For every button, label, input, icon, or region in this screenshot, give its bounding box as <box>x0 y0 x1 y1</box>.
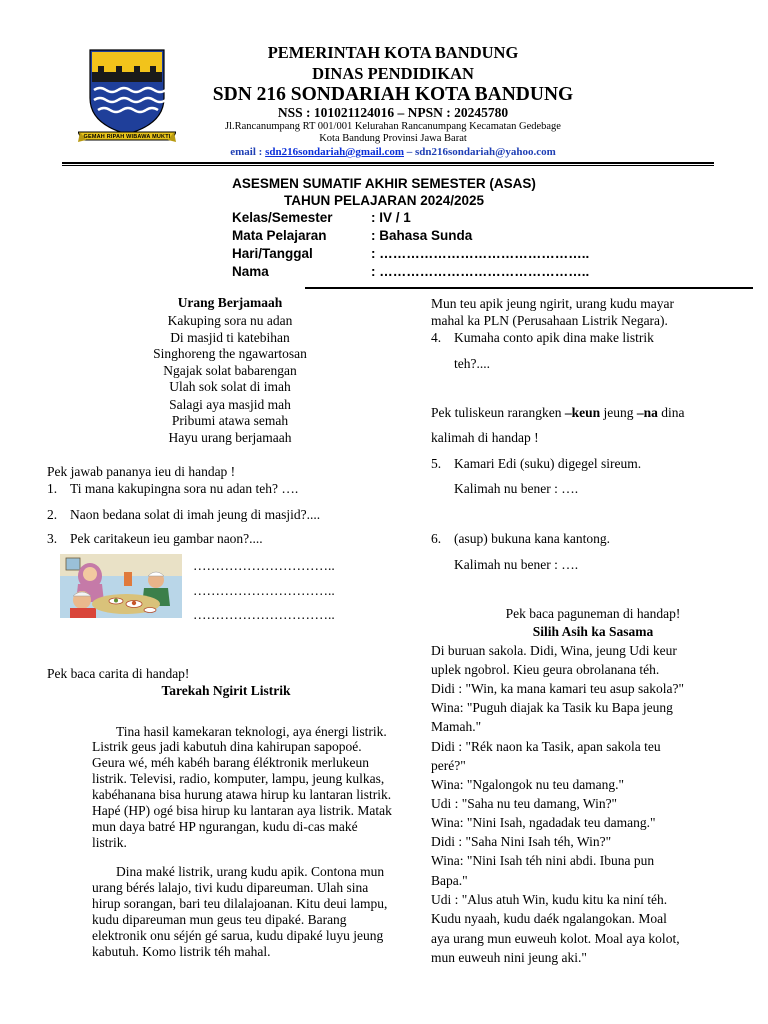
field-value-date[interactable]: : ……………………………………….. <box>371 246 590 261</box>
answer-line[interactable]: ………………………….. <box>193 583 335 598</box>
school-address-line2: Kota Bandung Provinsi Jawa Barat <box>319 133 467 144</box>
dialog-title: Silih Asih ka Sasama <box>532 624 654 639</box>
letterhead-line1: PEMERINTAH KOTA BANDUNG <box>267 43 519 62</box>
field-value-subject: : Bahasa Sunda <box>371 228 473 243</box>
field-label-class: Kelas/Semester <box>232 210 333 225</box>
instruction-answer: Pek jawab pananya ieu di handap ! <box>47 464 236 479</box>
field-value-name[interactable]: : ……………………………………….. <box>371 264 590 279</box>
field-label-date: Hari/Tanggal <box>232 246 313 261</box>
email-prefix: email : <box>230 146 266 158</box>
question-text: Kumaha conto apik dina make listrik <box>454 330 654 345</box>
question-text: Kamari Edi (suku) digegel sireum. <box>454 456 642 471</box>
exam-year: TAHUN PELAJARAN 2024/2025 <box>283 193 485 208</box>
dialog-line: Didi : "Win, ka mana kamari teu asup sakola?" <box>431 681 685 696</box>
dialog-line: uplek ngobrol. Kieu geura obrolanana téh. <box>431 662 660 677</box>
question-number: 2. <box>47 507 58 522</box>
email-secondary: – sdn216sondariah@yahoo.com <box>404 146 556 158</box>
letterhead-rule-thin <box>62 165 714 166</box>
dialog-line: mun euweuh nini jeung aki." <box>431 950 587 965</box>
question-text: (asup) bukuna kana kantong. <box>454 531 610 546</box>
question-text: Naon bedana solat di imah jeung di masjid?.... <box>70 507 321 522</box>
letterhead-rule <box>62 162 714 164</box>
logo-ribbon-text: GEMAH RIPAH WIBAWA MUKTI <box>83 134 171 140</box>
dialog-line: Didi : "Saha Nini Isah téh, Win?" <box>431 834 612 849</box>
dialog-line: Wina: "Nini Isah téh nini abdi. Ibuna pun <box>431 853 655 868</box>
instruction-read-dialog: Pek baca paguneman di handap! <box>505 606 681 621</box>
instruction-read-story: Pek baca carita di handap! <box>47 666 190 681</box>
poem-line: Ngajak solat babarengan <box>163 363 297 378</box>
email-link[interactable]: sdn216sondariah@gmail.com <box>265 146 404 158</box>
poem-line: Di masjid ti katebihan <box>170 330 290 345</box>
question-text-cont: teh?.... <box>454 356 490 371</box>
dialog-line: peré?" <box>431 758 466 773</box>
question-number: 6. <box>431 531 442 546</box>
dialog-line: aya urang mun euweuh kolot. Moal aya kolot, <box>431 931 680 946</box>
poem-line: Pribumi atawa semah <box>171 413 289 428</box>
letterhead-line2: DINAS PENDIDIKAN <box>312 64 474 83</box>
exam-title: ASESMEN SUMATIF AKHIR SEMESTER (ASAS) <box>232 176 536 191</box>
dialog-line: Wina: "Ngalongok nu teu damang." <box>431 777 625 792</box>
answer-line[interactable]: ………………………….. <box>193 607 335 622</box>
question-number: 3. <box>47 531 58 546</box>
school-email <box>150 146 636 158</box>
instruction-text: jeung <box>600 405 637 420</box>
story-paragraph: Tina hasil kamekaran teknologi, aya énergi listrik. Listrik geus jadi kabutuh dina kahirupan sapopoé. Geura wé, méh kabéh barang éléktronik merlukeun listrik. Televisi, radio, komputer, lampu, jeung kulkas, kabéhanana bisa hurung atawa hirup ku lantaran listrik. Hapé (HP) ogé bisa hirup ku lantaran aya listrik. Matak mun daya batré HP ngurangan, kudu di-cas maké listrik. <box>92 723 392 850</box>
dialog-line: Wina: "Puguh diajak ka Tasik ku Bapa jeung <box>431 700 673 715</box>
instruction-affix <box>431 405 685 421</box>
school-address-line1: Jl.Rancanumpang RT 001/001 Kelurahan Rancanumpang Kecamatan Gedebage <box>225 121 561 132</box>
instruction-affix-line2: kalimah di handap ! <box>431 430 539 445</box>
story-paragraph: Dina maké listrik, urang kudu apik. Contona mun urang bérés lalajo, tivi kudu dipareuman. Ulah sina hirup sorangan, bari teu dilalajoanan. Kitu deui lampu, kudu dipareuman mun geus teu dipaké. Barang elektronik onu séjén gé sarua, kudu dipaké luyu jeung kabutuh. Komo listrik téh mahal. <box>92 864 388 959</box>
dialog-line: Mamah." <box>431 719 482 734</box>
story-body <box>92 710 394 973</box>
field-label-subject: Mata Pelajaran <box>232 228 327 243</box>
question-text: Pek caritakeun ieu gambar naon?.... <box>70 531 263 546</box>
school-name: SDN 216 SONDARIAH KOTA BANDUNG <box>212 84 574 105</box>
poem-title: Urang Berjamaah <box>177 295 283 310</box>
school-nss: NSS : 101021124016 – NPSN : 20245780 <box>277 105 509 120</box>
dialog-line: Di buruan sakola. Didi, Wina, jeung Udi keur <box>431 643 677 658</box>
instruction-text: Pek tuliskeun rarangken <box>431 405 565 420</box>
dialog-line: Udi : "Saha nu teu damang, Win?" <box>431 796 618 811</box>
question-number: 1. <box>47 481 58 496</box>
poem-line: Singhoreng the ngawartosan <box>153 346 307 361</box>
story-continuation: mahal ka PLN (Perusahaan Listrik Negara). <box>431 313 668 328</box>
affix-keun: –keun <box>564 405 601 420</box>
field-label-name: Nama <box>232 264 269 279</box>
story-continuation: Mun teu apik jeung ngirit, urang kudu mayar <box>431 296 674 311</box>
dialog-line: Didi : "Rék naon ka Tasik, apan sakola teu <box>431 739 661 754</box>
question-number: 4. <box>431 330 442 345</box>
question-number: 5. <box>431 456 442 471</box>
answer-line[interactable]: ………………………….. <box>193 558 335 573</box>
header-rule <box>305 287 753 289</box>
answer-prompt[interactable]: Kalimah nu bener : …. <box>454 557 579 572</box>
dialog-line: Bapa." <box>431 873 468 888</box>
question-text: Ti mana kakupingna sora nu adan teh? …. <box>70 481 299 496</box>
dialog-line: Udi : "Alus atuh Win, kudu kitu ka niní téh. <box>431 892 668 907</box>
story-title: Tarekah Ngirit Listrik <box>161 683 291 698</box>
poem-line: Ulah sok solat di imah <box>169 379 291 394</box>
poem-line: Hayu urang berjamaah <box>168 430 292 445</box>
children-eating-illustration <box>60 554 182 618</box>
answer-prompt[interactable]: Kalimah nu bener : …. <box>454 481 579 496</box>
instruction-text: dina <box>657 405 685 420</box>
field-value-class: : IV / 1 <box>371 210 411 225</box>
dialog-line: Wina: "Nini Isah, ngadadak teu damang." <box>431 815 656 830</box>
poem-line: Salagi aya masjid mah <box>169 397 291 412</box>
poem-line: Kakuping sora nu adan <box>167 313 293 328</box>
affix-na: –na <box>636 405 658 420</box>
dialog-line: Kudu nyaah, kudu daék ngalangokan. Moal <box>431 911 667 926</box>
